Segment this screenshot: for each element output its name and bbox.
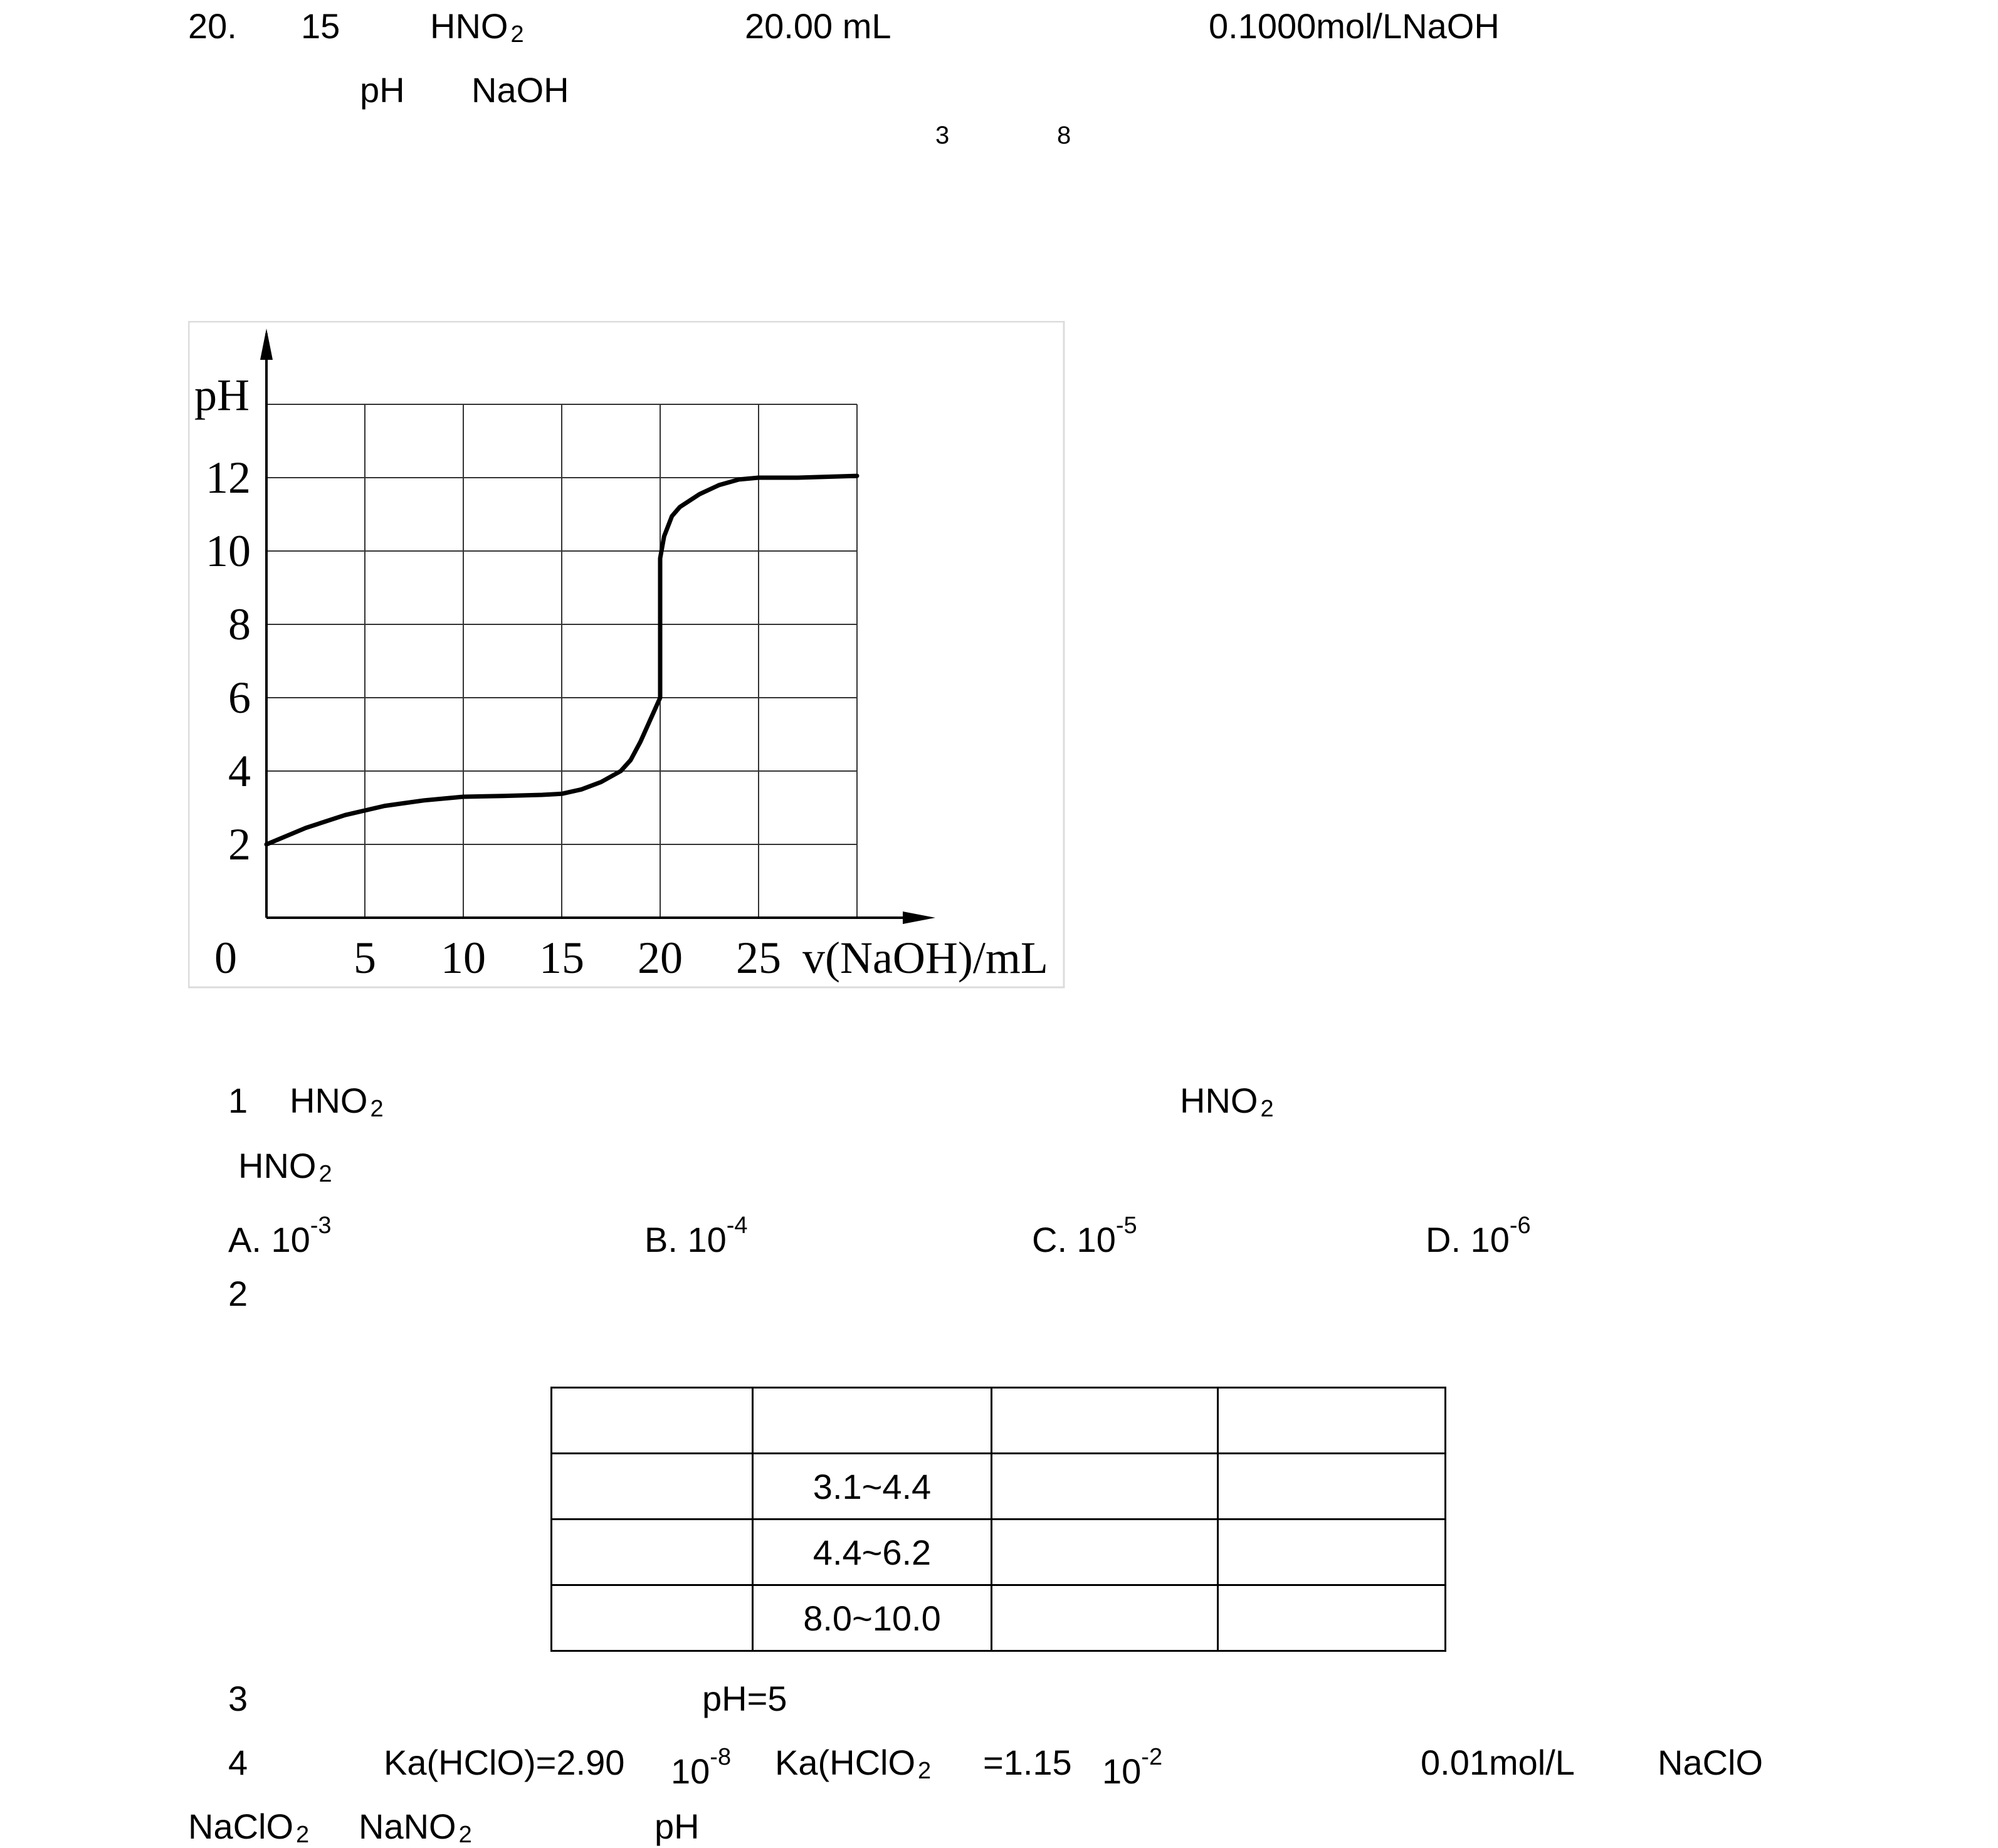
option-b[interactable]: B. $10^{-4}$ xyxy=(644,1212,748,1259)
q3-ph5: pH=5 xyxy=(702,1679,787,1718)
table-cell xyxy=(753,1388,992,1454)
x-tick-label: 25 xyxy=(736,933,781,983)
origin-label: 0 xyxy=(214,933,237,983)
table-cell xyxy=(992,1454,1218,1520)
table-cell xyxy=(992,1388,1218,1454)
table-row xyxy=(552,1454,1446,1520)
table-cell-range: 4.4~6.2 xyxy=(753,1520,992,1585)
hno2-formula: HNO 2 xyxy=(430,6,524,48)
y-axis-label: pH xyxy=(194,370,250,420)
table-row xyxy=(552,1520,1446,1585)
table-cell xyxy=(1218,1388,1446,1454)
naclo2-text: NaClO 2 xyxy=(188,1807,310,1848)
table-cell xyxy=(552,1520,753,1585)
x-axis-label: v(NaOH)/mL xyxy=(802,933,1048,983)
q4-number: 4 xyxy=(228,1743,248,1782)
small-number-8: 8 xyxy=(1057,122,1071,149)
x-tick-label: 5 xyxy=(354,933,376,983)
y-tick-label: 2 xyxy=(228,819,251,869)
q1-hno2: HNO 2 xyxy=(290,1081,384,1122)
table-cell xyxy=(1218,1454,1446,1520)
volume-text: 20.00 mL xyxy=(745,6,891,46)
naoh-text: NaOH xyxy=(471,70,569,110)
ka-hclo2-power: $10^{-2}$ xyxy=(1102,1744,1163,1791)
table-row xyxy=(552,1585,1446,1651)
table-cell-range: 8.0~10.0 xyxy=(753,1585,992,1651)
q1-hno2-right: HNO 2 xyxy=(1180,1081,1274,1122)
x-tick-label: 20 xyxy=(638,933,683,983)
table-cell xyxy=(552,1454,753,1520)
option-a[interactable]: A. $10^{-3}$ xyxy=(228,1212,332,1259)
q1-hno2-line2: HNO 2 xyxy=(238,1146,332,1187)
ph-text: pH xyxy=(360,70,405,110)
y-tick-label: 12 xyxy=(206,453,251,503)
option-c[interactable]: C. $10^{-5}$ xyxy=(1032,1212,1137,1259)
q2-number: 2 xyxy=(228,1274,248,1313)
ka-hclo2-value: =1.15 xyxy=(983,1743,1072,1782)
concentration-text: 0.01mol/L xyxy=(1421,1743,1575,1782)
small-number-3: 3 xyxy=(935,122,950,149)
table-cell xyxy=(552,1388,753,1454)
table-cell xyxy=(552,1585,753,1651)
chart-frame xyxy=(189,322,1064,987)
table-row xyxy=(552,1388,1446,1454)
naclo-text: NaClO xyxy=(1658,1743,1764,1782)
table-cell-range: 3.1~4.4 xyxy=(753,1454,992,1520)
number-15: 15 xyxy=(301,6,340,46)
naoh-concentration: 0.1000mol/LNaOH xyxy=(1209,6,1500,46)
table-cell xyxy=(1218,1585,1446,1651)
question-number: 20. xyxy=(188,6,237,46)
table-cell xyxy=(992,1585,1218,1651)
y-tick-label: 6 xyxy=(228,673,251,723)
y-tick-label: 4 xyxy=(228,746,251,796)
x-tick-label: 10 xyxy=(441,933,486,983)
y-tick-label: 8 xyxy=(228,599,251,649)
option-d[interactable]: D. $10^{-6}$ xyxy=(1426,1212,1531,1259)
x-tick-label: 15 xyxy=(539,933,584,983)
nano2-text: NaNO 2 xyxy=(359,1807,472,1848)
y-tick-label: 10 xyxy=(206,526,251,576)
table-cell xyxy=(1218,1520,1446,1585)
indicator-table xyxy=(550,1387,1446,1652)
q3-number: 3 xyxy=(228,1679,248,1718)
q1-number: 1 xyxy=(228,1081,248,1120)
ph-text-bottom: pH xyxy=(655,1807,700,1846)
ka-hclo2: Ka(HClO 2 xyxy=(775,1743,932,1784)
table-cell xyxy=(992,1520,1218,1585)
ka-hclo: Ka(HClO)=2.90 xyxy=(384,1743,625,1782)
ka-hclo-power: $10^{-8}$ xyxy=(671,1744,732,1791)
titration-chart xyxy=(188,321,1066,989)
